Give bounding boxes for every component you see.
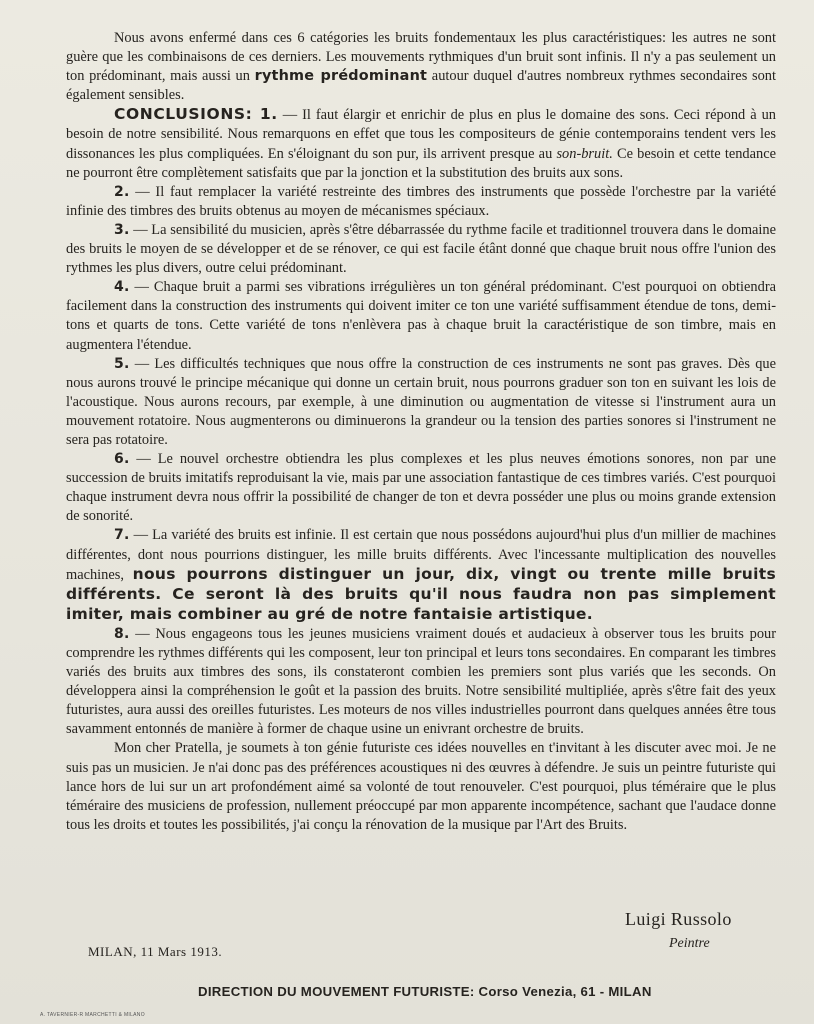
bold-statement: nous pourrons distinguer un jour, dix, vingt ou trente mille bruits différents. Ce seront là des bruits qu'il nous faudra non pas simplement imiter, mais combiner au gré de notre fantaisie artistique. xyxy=(66,564,776,623)
conclusion-8: 8. — Nous engageons tous les jeunes musiciens vraiment doués et audacieux à observer tous les bruits pour comprendre les rythmes différents qui les composent, leur ton principal et leurs tons secondaires. En comparant les timbres variés des bruits aux timbres des sons, ils constateront combien les premiers sont plus variés que les seconds. On développera ainsi la compréhension le goût et la passion des bruits. Notre sensibilité multipliée, après s'être fait des yeux futuristes, aura aussi des oreilles futuristes. Les moteurs de nos villes industrielles pourront dans quelques années être tous savamment entonnés de manière à former de chaque usine un enivrant orchestre de bruits. xyxy=(66,625,776,738)
signature-name: Luigi Russolo xyxy=(625,909,732,929)
dateline: MILAN, 11 Mars 1913. xyxy=(88,944,223,959)
conclusion-2: 2. — Il faut remplacer la variété restreinte des timbres des instruments que possède l'orchestre par la variété infinie des timbres des bruits obtenus au moyen de mécanismes spéciaux. xyxy=(66,183,776,219)
printer-imprint: A. TAVERNIER-R MARCHETTI & MILANO xyxy=(40,1012,145,1018)
conclusion-3: 3. — La sensibilité du musicien, après s'être débarrassée du rythme facile et traditionnel trouvera dans le domaine des bruits le moyen de se développer et de se rénover, ce qui est facile étânt donné que chaque bruit nous offre l'union des rythmes les plus divers, outre celui prédominant. xyxy=(66,221,776,277)
footer-address: DIRECTION DU MOUVEMENT FUTURISTE: Corso Venezia, 61 - MILAN xyxy=(198,984,652,999)
closing-paragraph: Mon cher Pratella, je soumets à ton génie futuriste ces idées nouvelles en t'invitant à les discuter avec moi. Je ne suis pas un musicien. Je n'ai donc pas des préférences acoustiques ni des œuvres à défendre. Je suis un peintre futuriste qui lance hors de lui sur un art profondément aimé sa volonté de tout renouveler. C'est pourquoi, plus téméraire que le plus téméraire des musiciens de profession, nullement préoccupé par mon apparente incompétence, sachant que l'audace donne tous les droits et toutes les possibilités, j'ai conçu la rénovation de la musique par l'Art des Bruits. xyxy=(66,740,776,833)
signature-role: Peintre xyxy=(669,936,710,951)
intro-paragraph: Nous avons enfermé dans ces 6 catégories les bruits fondementaux les plus caractéristiques: les autres ne sont guère que les combinaisons de ces derniers. Les mouvements rythmiques d'un bruit sont infinis. Il n'y a pas seulement un ton prédominant, mais aussi un rythme prédominant autour duquel d'autres nombreux rythmes secondaires sont également sensibles. xyxy=(66,30,776,104)
body-text xyxy=(66,29,776,835)
conclusion-7: 7. — La variété des bruits est infinie. Il est certain que nous possédons aujourd'hui plus d'un millier de machines différentes, dont nous pourrions distinguer, les mille bruits différents. Avec l'incessante multiplication des nouvelles machines, nous pourrons distinguer un jour, dix, vingt ou trente mille bruits différents. Ce seront là des bruits qu'il nous faudra non pas simplement imiter, mais combiner au gré de notre fantaisie artistique. xyxy=(66,527,776,623)
conclusion-5: 5. — Les difficultés techniques que nous offre la construction de ces instruments ne sont pas graves. Dès que nous aurons trouvé le principe mécanique qui donne un certain bruit, nous pourrons graduer son ton en suivant les lois de l'acoustique. Nous aurons recours, par exemple, à une diminution ou augmentation de vitesse si l'instrument aura un mouvement rotatoire. Nous augmenterons ou diminuerons la grandeur ou la tension des parties sonores si l'instrument ne sera pas rotatoire. xyxy=(66,355,776,448)
conclusion-1: CONCLUSIONS: 1. — Il faut élargir et enrichir de plus en plus le domaine des sons. Ceci répond à un besoin de notre sensibilité. Nous remarquons en effet que tous les compositeurs de génie contemporains tendent vers les dissonances les plus compliquées. En s'éloignant du son pur, ils arrivent presque au son-bruit. Ce besoin et cette tendance ne pourront être complètement satisfaits que par la jonction et la substitution des bruits aux sons. xyxy=(66,105,777,181)
conclusion-6: 6. — Le nouvel orchestre obtiendra les plus complexes et les plus neuves émotions sonores, non par une succession de bruits imitatifs reproduisant la vie, mais par une association fantastique de ces timbres variés. C'est pourquoi chaque instrument devra nous offrir la possibilité de changer de ton et devra posséder une plus ou moins grande extension de sonorité. xyxy=(66,451,776,525)
conclusions-heading: CONCLUSIONS: 1. xyxy=(114,105,278,124)
conclusion-4: 4. — Chaque bruit a parmi ses vibrations irrégulières un ton général prédominant. C'est pourquoi on obtiendra facilement dans la construction des instruments qui doivent imiter ce ton une variété suffisamment étendue de tons, demi-tons et quarts de tons. Cette variété de tons n'enlèvera pas à chaque bruit la caractéristique de son timbre, mais en augmentera l'étendue. xyxy=(66,279,776,353)
bold-phrase: rythme prédominant xyxy=(254,68,428,85)
